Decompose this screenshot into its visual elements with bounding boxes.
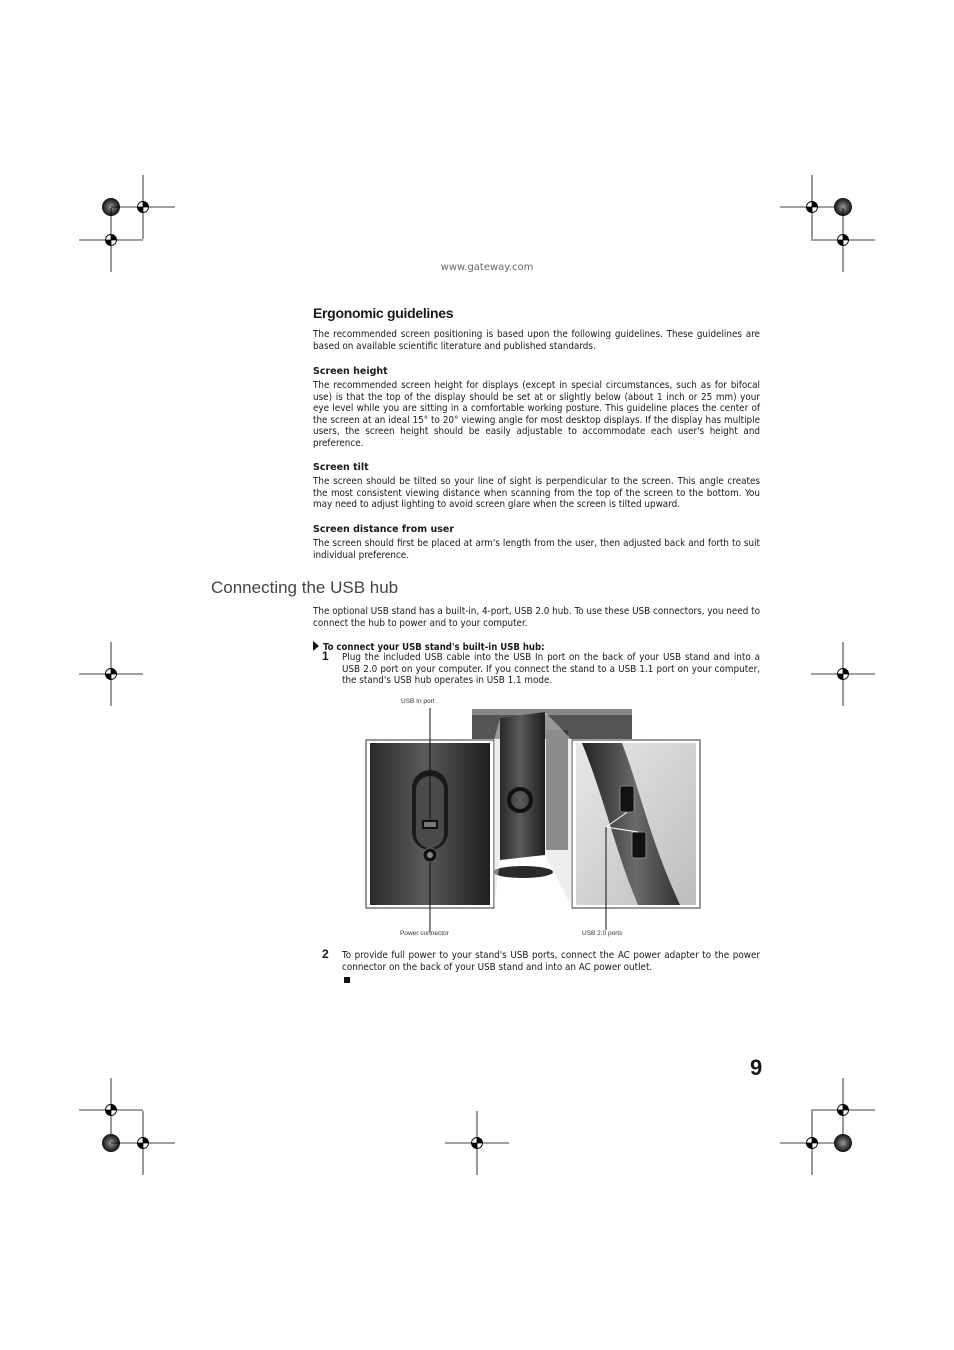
screen-height-heading: Screen height [313,366,388,377]
procedure-title: To connect your USB stand's built-in USB hub: [323,642,545,653]
caption-power-connector: Power connector [400,930,449,937]
ergonomic-heading: Ergonomic guidelines [313,305,454,321]
step-1-number: 1 [322,649,329,663]
header-url[interactable]: www.gateway.com [440,262,534,273]
screen-height-text: The recommended screen height for displays (except in special circumstances, such as for bifocal use) is that the top of the display should be set at or slightly below (about 1 inch or 25 mm) your eye level while you are sitting in a comfortable working posture. This guideline places the center of the screen at an ideal 15° to 20° viewing angle for most desktop displays. If the display has multiple users, the screen height should be easily adjustable to accommodate each user's height and preference. [313,380,760,449]
end-mark-icon [344,977,350,983]
step-2-text: To provide full power to your stand's USB ports, connect the AC power adapter to the power connector on the back of your USB stand and into an AC power outlet. [342,950,760,973]
stand-column [500,712,545,860]
caption-usb-2-ports: USB 2.0 ports [582,930,623,937]
screen-distance-heading: Screen distance from user [313,524,455,535]
usb-stand-figure [360,700,705,935]
usb-hub-heading: Connecting the USB hub [211,578,399,597]
stand-base [493,866,553,878]
page-number: 9 [750,1055,763,1080]
ergonomic-intro: The recommended screen positioning is based upon the following guidelines. These guidelines are based on available scientific literature and published standards. [313,329,760,352]
screen-tilt-heading: Screen tilt [313,462,369,473]
screen-distance-text: The screen should first be placed at arm's length from the user, then adjusted back and forth to suit individual preference. [313,538,760,561]
step-1-text: Plug the included USB cable into the USB In port on the back of your USB stand and into a USB 2.0 port on your computer. If you connect the stand to a USB 1.1 port on your computer, the stand's USB hub operates in USB 1.1 mode. [342,652,760,686]
caption-usb-in-port: USB In port [401,698,435,705]
triangle-bullet-icon [313,641,319,651]
screen-tilt-text: The screen should be tilted so your line of sight is perpendicular to the screen. This angle creates the most consistent viewing distance when scanning from the top of the screen to the bottom. You may need to adjust lighting to avoid screen glare when the screen is tilted upward. [313,476,760,510]
step-2-number: 2 [322,947,329,961]
usb-hub-intro: The optional USB stand has a built-in, 4-port, USB 2.0 hub. To use these USB connectors, you need to connect the hub to power and to your computer. [313,606,760,629]
